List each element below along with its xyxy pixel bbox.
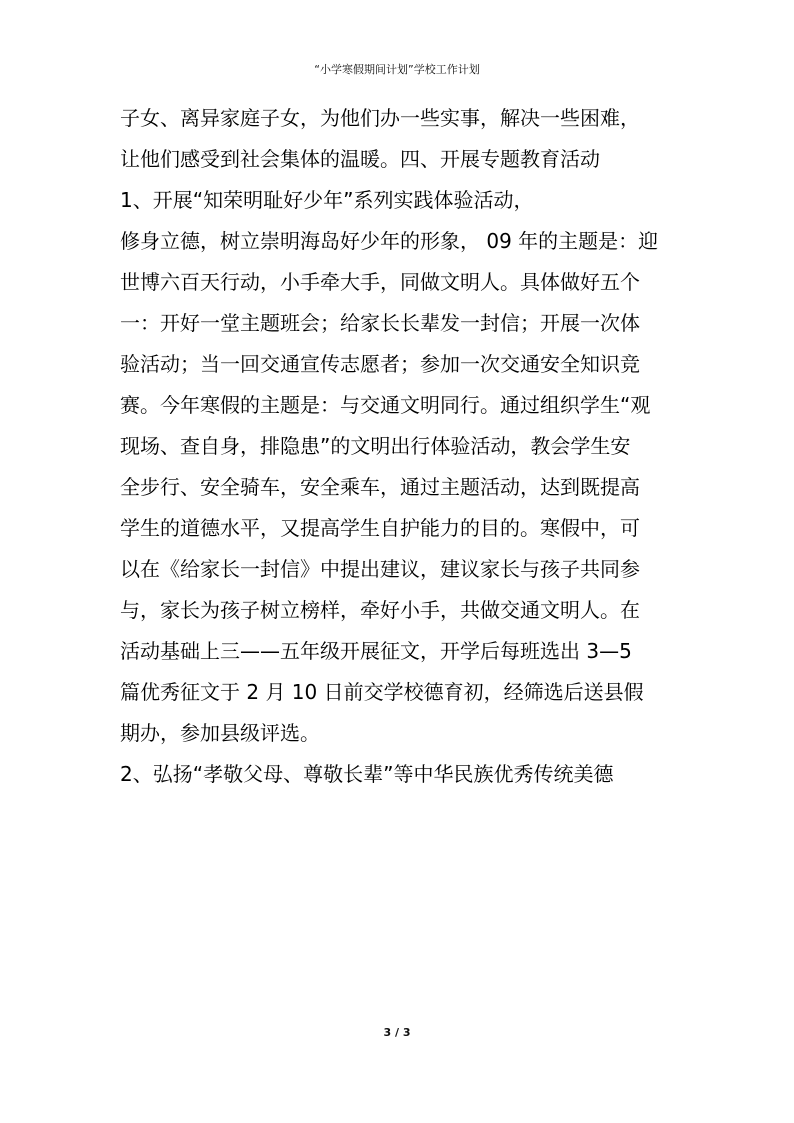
body-line-8: 赛。今年寒假的主题是：与交通文明同行。通过组织学生“观 xyxy=(120,393,651,417)
page-number: 3 / 3 xyxy=(383,1026,411,1039)
body-line-17: 2、弘扬“孝敬父母、尊敬长辈”等中华民族优秀传统美德 xyxy=(120,762,614,786)
body-line-12: 以在《给家长一封信》中提出建议，建议家长与孩子共同参 xyxy=(120,557,640,581)
body-line-1: 子女、离异家庭子女，为他们办一些实事，解决一些困难， xyxy=(120,106,640,130)
body-line-7: 验活动；当一回交通宣传志愿者；参加一次交通安全知识竞 xyxy=(120,352,640,376)
body-line-14: 活动基础上三——五年级开展征文，开学后每班选出 3—5 xyxy=(120,639,632,663)
body-line-6: 一：开好一堂主题班会；给家长长辈发一封信；开展一次体 xyxy=(120,311,640,335)
body-line-10: 全步行、安全骑车，安全乘车，通过主题活动，达到既提高 xyxy=(120,475,640,499)
body-line-9: 现场、查自身，排隐患”的文明出行体验活动，教会学生安 xyxy=(120,434,631,458)
body-line-5: 世博六百天行动，小手牵大手，同做文明人。具体做好五个 xyxy=(120,270,640,294)
body-line-11: 学生的道德水平，又提高学生自护能力的目的。寒假中，可 xyxy=(120,516,640,540)
body-line-4: 修身立德，树立崇明海岛好少年的形象， 09 年的主题是：迎 xyxy=(120,229,659,253)
body-line-15: 篇优秀征文于 2 月 10 日前交学校德育初，经筛选后送县假 xyxy=(120,680,644,704)
document-body xyxy=(120,98,700,795)
body-line-2: 让他们感受到社会集体的温暖。四、开展专题教育活动 xyxy=(120,147,600,171)
body-line-16: 期办，参加县级评选。 xyxy=(120,721,320,745)
page-header-title: “小学寒假期间计划”学校工作计划 xyxy=(314,63,480,76)
body-line-13: 与，家长为孩子树立榜样，牵好小手，共做交通文明人。在 xyxy=(120,598,640,622)
body-line-3: 1、开展“知荣明耻好少年”系列实践体验活动， xyxy=(120,188,534,212)
